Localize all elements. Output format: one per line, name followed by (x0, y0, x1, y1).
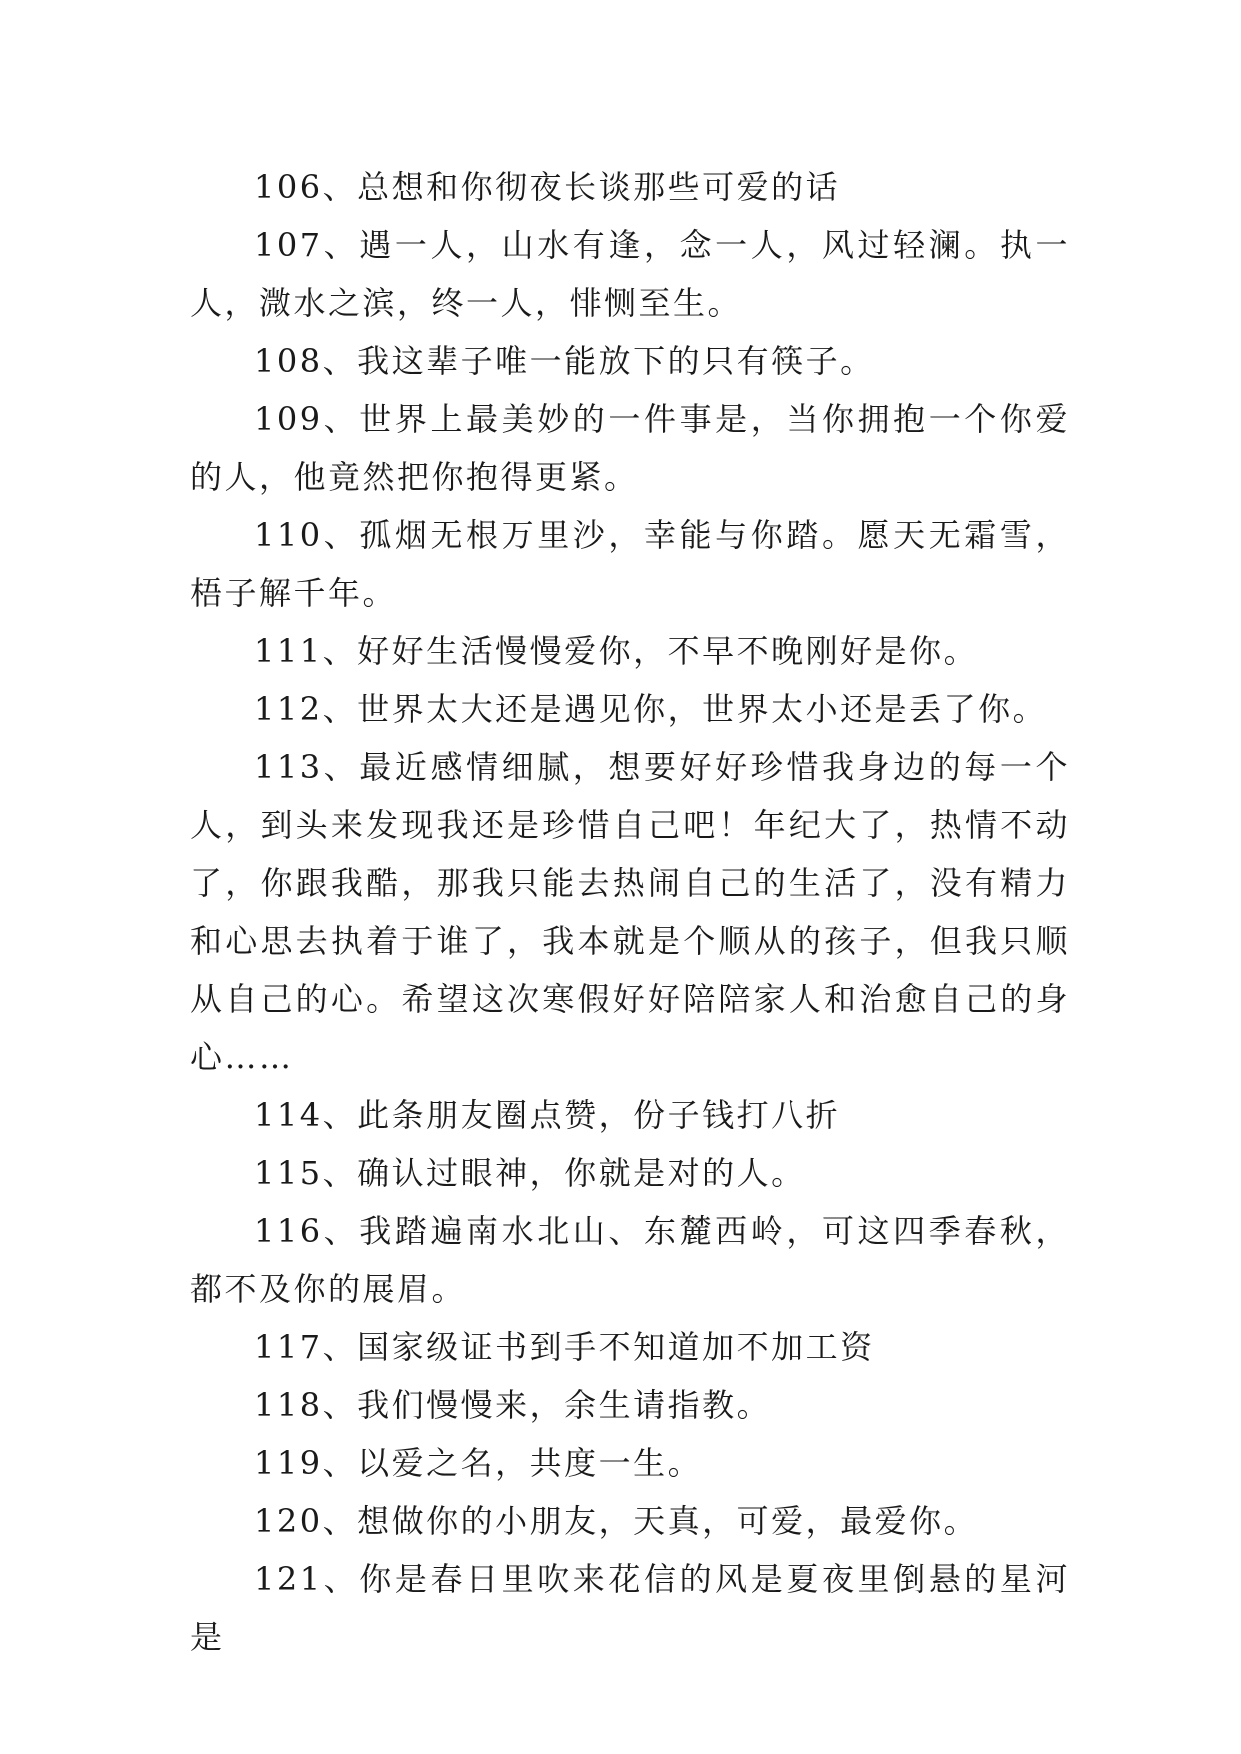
entry-116: 116、我踏遍南水北山、东麓西岭，可这四季春秋，都不及你的展眉。 (190, 1212, 1070, 1308)
entry-117: 117、国家级证书到手不知道加不加工资 (254, 1328, 875, 1366)
entry-115: 115、确认过眼神，你就是对的人。 (254, 1154, 806, 1192)
entry-109: 109、世界上最美妙的一件事是，当你拥抱一个你爱的人，他竟然把你抱得更紧。 (190, 400, 1070, 496)
entry-120: 120、想做你的小朋友，天真，可爱，最爱你。 (254, 1502, 979, 1540)
entry-106: 106、总想和你彻夜长谈那些可爱的话 (254, 168, 841, 206)
entry-107: 107、遇一人，山水有逢，念一人，风过轻澜。执一人，溦水之滨，终一人，悱恻至生。 (190, 226, 1070, 322)
entry-110: 110、孤烟无根万里沙，幸能与你踏。愿天无霜雪，梧子解千年。 (190, 516, 1070, 612)
entry-118: 118、我们慢慢来，余生请指教。 (254, 1386, 772, 1424)
entry-111: 111、好好生活慢慢爱你，不早不晚刚好是你。 (254, 632, 979, 670)
entry-112: 112、世界太大还是遇见你，世界太小还是丢了你。 (254, 690, 1048, 728)
document-body (190, 158, 1070, 1666)
entry-113: 113、最近感情细腻，想要好好珍惜我身边的每一个人，到头来发现我还是珍惜自己吧！年纪大了，热情不动了，你跟我酷，那我只能去热闹自己的生活了，没有精力和心思去执着于谁了，我本就是个顺从的孩子，但我只顺从自己的心。希望这次寒假好好陪陪家人和治愈自己的身心…… (190, 748, 1070, 1076)
entry-114: 114、此条朋友圈点赞，份子钱打八折 (254, 1096, 841, 1134)
entry-119: 119、以爱之名，共度一生。 (254, 1444, 703, 1482)
entry-108: 108、我这辈子唯一能放下的只有筷子。 (254, 342, 875, 380)
entry-121: 121、你是春日里吹来花信的风是夏夜里倒悬的星河是 (190, 1560, 1070, 1656)
